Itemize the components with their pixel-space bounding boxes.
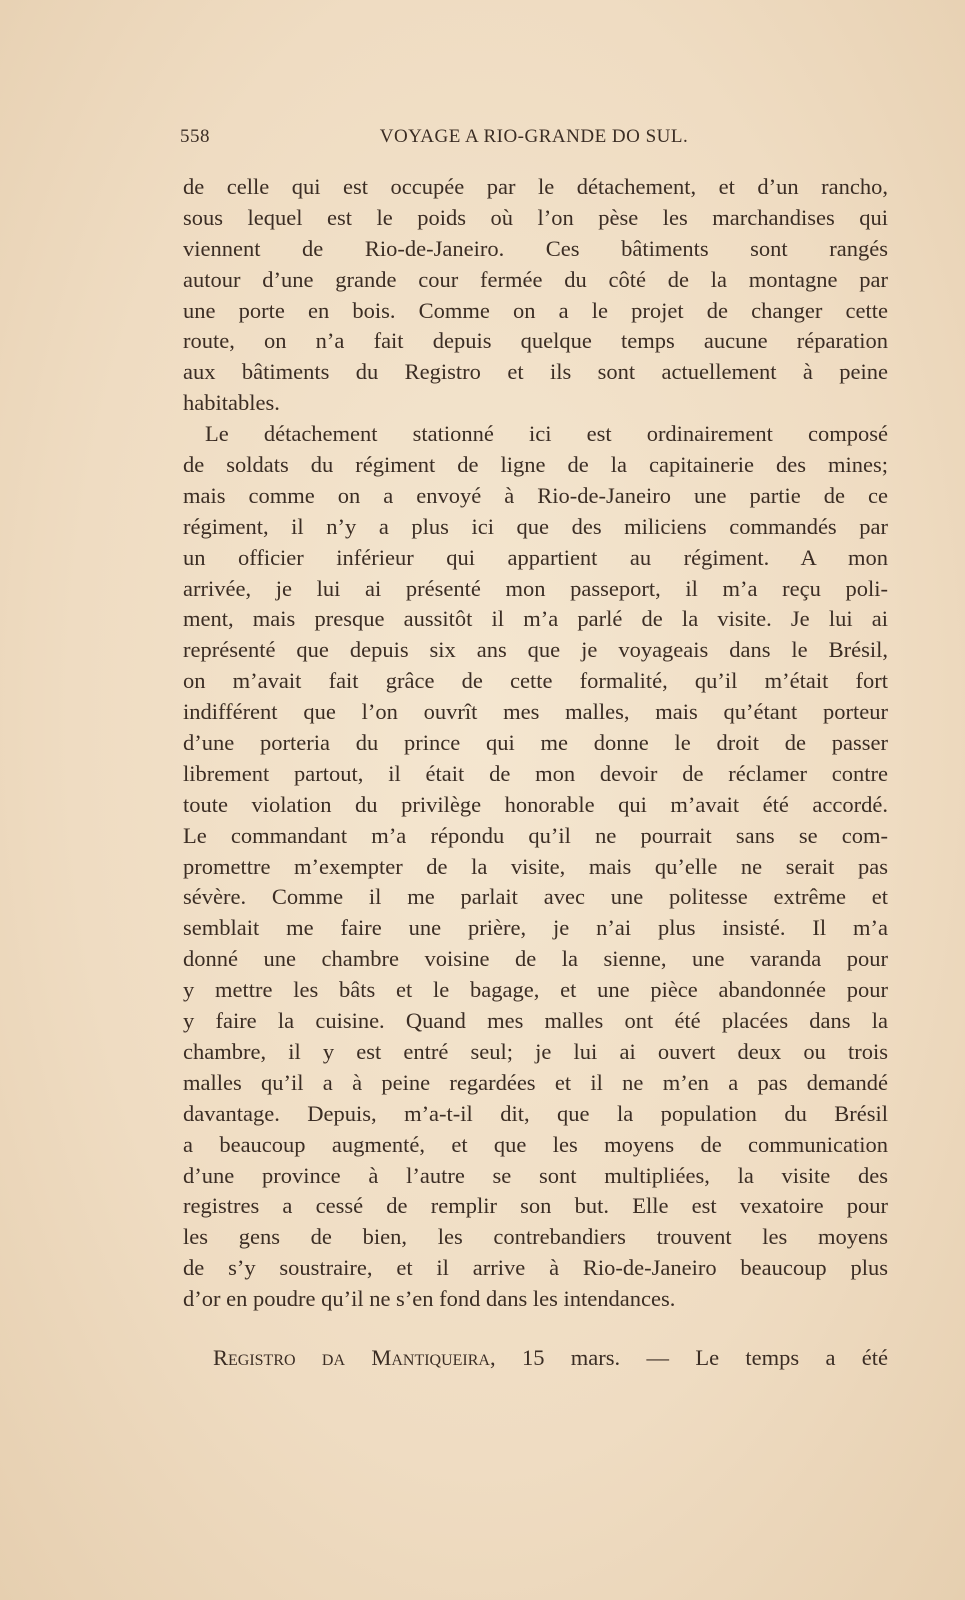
- text-line: aux bâtiments du Registro et ils sont actuellement à peine: [183, 359, 888, 385]
- text-line: registres a cessé de remplir son but. Elle est vexatoire pour: [183, 1193, 888, 1219]
- dateline-place: Registro da Mantiqueira,: [213, 1345, 496, 1370]
- dateline-text: 15 mars. — Le temps a été: [521, 1345, 889, 1370]
- text-line: a beaucoup augmenté, et que les moyens de communication: [183, 1131, 888, 1157]
- text-line: représenté que depuis six ans que je voyageais dans le Brésil,: [183, 637, 888, 663]
- text-line: y faire la cuisine. Quand mes malles ont été placées dans la: [183, 1008, 888, 1034]
- text-line: un officier inférieur qui appartient au régiment. A mon: [183, 544, 888, 570]
- text-line: viennent de Rio-de-Janeiro. Ces bâtiments sont rangés: [183, 235, 888, 261]
- text-line: régiment, il n’y a plus ici que des miliciens commandés par: [183, 513, 888, 539]
- text-line: ment, mais presque aussitôt il m’a parlé de la visite. Je lui ai: [183, 606, 888, 632]
- text-line: habitables.: [183, 390, 280, 416]
- text-line: y mettre les bâts et le bagage, et une pièce abandonnée pour: [183, 977, 888, 1003]
- text-line: une porte en bois. Comme on a le projet de changer cette: [183, 297, 888, 323]
- text-line: chambre, il y est entré seul; je lui ai ouvert deux ou trois: [183, 1038, 888, 1064]
- text-line: d’une porteria du prince qui me donne le droit de passer: [183, 730, 888, 756]
- text-line: arrivée, je lui ai présenté mon passeport, il m’a reçu poli-: [183, 575, 888, 601]
- running-header: [180, 126, 888, 152]
- text-line: indifférent que l’on ouvrît mes malles, mais qu’étant porteur: [183, 699, 888, 725]
- text-line: Le commandant m’a répondu qu’il ne pourrait sans se com-: [183, 822, 888, 848]
- body-text: [183, 172, 888, 1315]
- text-line: malles qu’il a à peine regardées et il ne m’en a pas demandé: [183, 1069, 888, 1095]
- text-line: donné une chambre voisine de la sienne, une varanda pour: [183, 946, 888, 972]
- text-line: de celle qui est occupée par le détachement, et d’un rancho,: [183, 174, 888, 199]
- text-line: toute violation du privilège honorable qui m’avait été accordé.: [183, 791, 888, 817]
- page-number: 558: [180, 126, 210, 147]
- running-title: VOYAGE A RIO-GRANDE DO SUL.: [379, 126, 689, 147]
- text-line: de s’y soustraire, et il arrive à Rio-de-Janeiro beaucoup plus: [183, 1255, 888, 1281]
- dateline-entry: [213, 1345, 888, 1371]
- text-line: mais comme on a envoyé à Rio-de-Janeiro une partie de ce: [183, 482, 888, 508]
- text-line: route, on n’a fait depuis quelque temps aucune réparation: [183, 328, 888, 354]
- text-line: semblait me faire une prière, je n’ai plus insisté. Il m’a: [183, 915, 888, 941]
- text-line: promettre m’exempter de la visite, mais qu’elle ne serait pas: [183, 853, 888, 879]
- text-line: les gens de bien, les contrebandiers trouvent les moyens: [183, 1224, 888, 1250]
- text-line: on m’avait fait grâce de cette formalité, qu’il m’était fort: [183, 668, 888, 694]
- text-line: d’une province à l’autre se sont multipliées, la visite des: [183, 1162, 888, 1188]
- text-line: davantage. Depuis, m’a-t-il dit, que la population du Brésil: [183, 1100, 888, 1126]
- text-line: librement partout, il était de mon devoir de réclamer contre: [183, 760, 888, 786]
- text-line: de soldats du régiment de ligne de la capitainerie des mines;: [183, 452, 888, 478]
- text-line: autour d’une grande cour fermée du côté de la montagne par: [183, 266, 888, 292]
- text-line: sous lequel est le poids où l’on pèse les marchandises qui: [183, 204, 888, 230]
- text-line: sévère. Comme il me parlait avec une politesse extrême et: [183, 884, 888, 910]
- text-line: Le détachement stationné ici est ordinairement composé: [205, 421, 888, 447]
- text-line: d’or en poudre qu’il ne s’en fond dans les intendances.: [183, 1286, 676, 1312]
